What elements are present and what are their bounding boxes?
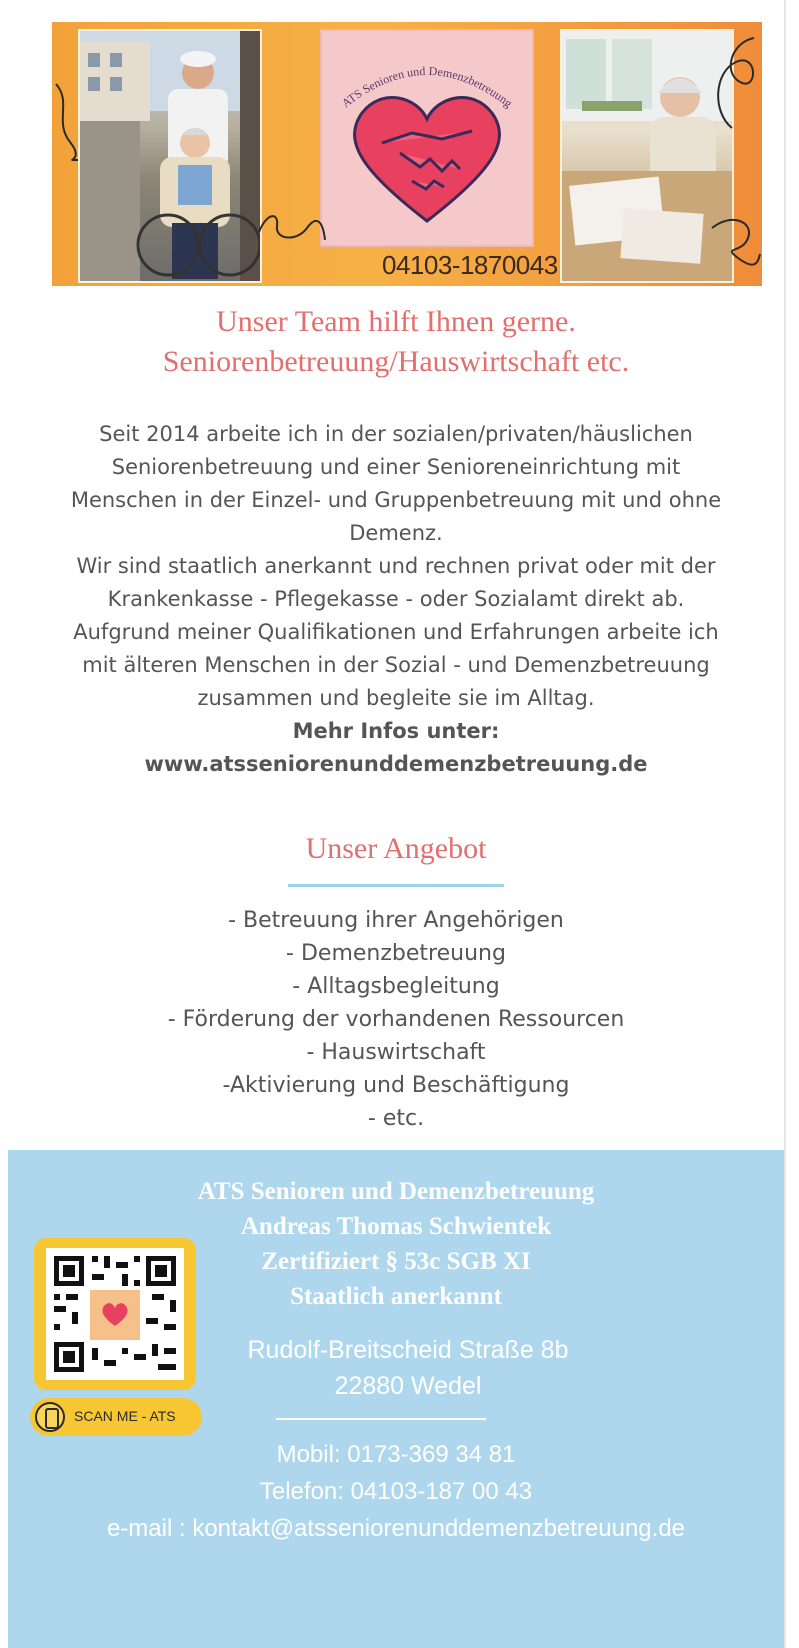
certification: Zertifiziert § 53c SGB XI xyxy=(261,1248,531,1275)
phone-number[interactable]: Telefon: 04103-187 00 43 xyxy=(259,1478,533,1505)
mobile-number[interactable]: Mobil: 0173-369 34 81 xyxy=(276,1441,516,1468)
caregiver-photo-illustration xyxy=(80,31,260,281)
offer-item: - Hauswirtschaft xyxy=(306,1040,486,1065)
offer-item: - Förderung der vorhandenen Ressourcen xyxy=(167,1007,625,1032)
offer-item: - Alltagsbegleitung xyxy=(292,974,500,999)
logo-panel xyxy=(320,29,534,247)
more-info-label: Mehr Infos unter: xyxy=(292,719,500,743)
heart-icon xyxy=(355,98,500,221)
photo-caregiver-with-wheelchair xyxy=(78,29,262,283)
smartphone-icon xyxy=(35,1402,65,1432)
address-block xyxy=(158,1332,658,1404)
email-address[interactable]: e-mail : kontakt@atsseniorenunddemenzbetreuung.de xyxy=(106,1515,686,1542)
offer-item: -Aktivierung und Beschäftigung xyxy=(222,1073,570,1098)
decorative-squiggle-right xyxy=(692,32,762,272)
scan-me-label: SCAN ME - ATS xyxy=(74,1408,176,1424)
street: Rudolf-Breitscheid Straße 8b xyxy=(247,1336,569,1364)
intro-paragraph-2: Wir sind staatlich anerkannt und rechnen privat oder mit der Krankenkasse - Pflegekasse - oder Sozialamt direkt ab. Aufgrund meiner Qualifikationen und Erfahrungen arbeite ich mit älteren Menschen in der Sozial - und Demenzbetreuung zusammen und begleite sie im Alltag. xyxy=(73,554,719,710)
headline-line-2: Seniorenbetreuung/Hauswirtschaft etc. xyxy=(162,345,630,378)
offer-item: - Demenzbetreuung xyxy=(286,941,506,966)
offer-item: - etc. xyxy=(367,1106,425,1131)
svg-text:ATS Senioren und Demenzbetreuu xyxy=(339,64,515,110)
intro-text xyxy=(68,418,724,781)
banner-phone-number: 04103-1870043 xyxy=(382,250,558,280)
flyer-page xyxy=(8,0,786,1648)
headline-line-1: Unser Team hilft Ihnen gerne. xyxy=(216,305,576,338)
footer-divider xyxy=(276,1418,486,1420)
offer-title: Unser Angebot xyxy=(305,832,487,865)
decorative-squiggle-center xyxy=(257,202,327,252)
owner-name: Andreas Thomas Schwientek xyxy=(240,1213,552,1240)
city: 22880 Wedel xyxy=(334,1372,482,1400)
contact-block xyxy=(8,1436,784,1547)
offer-item: - Betreuung ihrer Angehörigen xyxy=(228,908,564,933)
header-banner xyxy=(52,22,762,286)
recognition: Staatlich anerkannt xyxy=(290,1283,502,1310)
company-block xyxy=(148,1174,644,1314)
offer-title-underline xyxy=(288,884,504,887)
team-headline xyxy=(8,302,784,382)
intro-paragraph-1: Seit 2014 arbeite ich in der sozialen/privaten/häuslichen Seniorenbetreuung und einer Senioreneinrichtung mit Menschen in der Einzel- und Gruppenbetreuung mit und ohne Demenz. xyxy=(70,422,722,545)
logo-text: ATS Senioren und Demenzbetreuung xyxy=(338,63,516,111)
website-link[interactable]: www.atsseniorenunddemenzbetreuung.de xyxy=(144,752,648,776)
logo-graphic xyxy=(322,31,532,245)
offer-list xyxy=(8,904,784,1135)
company-name: ATS Senioren und Demenzbetreuung xyxy=(197,1178,595,1205)
contact-footer xyxy=(8,1150,784,1648)
